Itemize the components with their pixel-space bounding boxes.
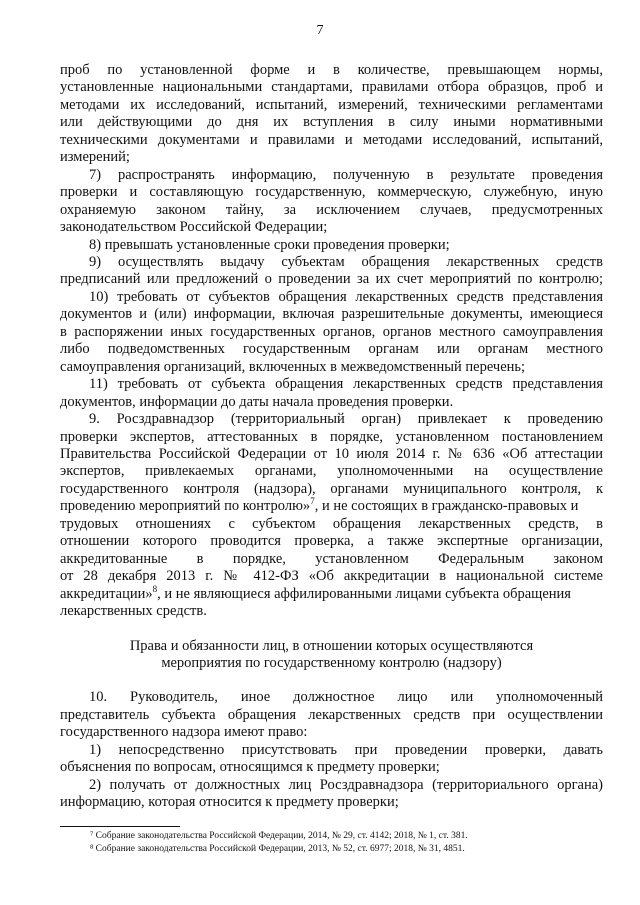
text-line: аккредитованные в порядке, установленном Федеральным законом [60,550,603,567]
text-line: 9) осуществлять выдачу субъектам обращения лекарственных средств [89,253,603,270]
spacer [60,621,603,638]
text-fragment: проведению мероприятий по контролю» [60,498,311,515]
text-line: или действующими до дня их вступления в силу иными нормативными [60,114,603,131]
text-fragment: , и не состоящих в гражданско-правовых и [314,498,579,515]
text-line: 7) распространять информацию, полученную в результате проведения [89,166,603,183]
text-line: Правительства Российской Федерации от 10 июля 2014 г. № 636 «Об аттестации [60,445,603,462]
text-line: измерений; [60,149,130,166]
text-line: информацию, которая относится к предмету проверки; [60,794,399,811]
text-line: 11) требовать от субъекта обращения лекарственных средств представления [89,376,603,393]
section-heading: мероприятия по государственному контролю (надзору) [161,654,502,671]
text-line: техническими документами и правилами и методами исследований, испытаний, [60,131,603,148]
text-line: методами их исследований, испытаний, измерений, техническими регламентами [60,96,603,113]
text-line: установленные национальными стандартами, правилами отбора образцов, проб и [60,79,603,96]
text-fragment: аккредитации» [60,585,153,602]
footnote-ref: 7 [310,496,315,507]
text-line: лекарственных средств. [60,603,207,620]
text-line: проб по установленной форме и в количестве, превышающем нормы, [60,62,603,78]
text-line: документов, информации до даты начала проведения проверки. [60,393,454,410]
text-line: трудовых отношениях с субъектом обращения лекарственных средств, в [60,515,603,532]
page-number: 7 [316,23,324,38]
footnotes [60,826,603,856]
text-line: экспертов, привлекаемых органами, уполномоченными на осуществление [60,463,603,480]
section-heading: Права и обязанности лиц, в отношении которых осуществляются [129,637,534,654]
text-line: либо подведомственных государственным органам или органам местного [60,341,603,358]
text-line: в распоряжении иных государственных органов, органов местного самоуправления [60,323,603,340]
body-text [60,62,603,812]
spacer [60,672,603,689]
text-line: документов и (или) информации, включая разрешительные документы, имеющиеся [60,306,603,323]
text-line: объяснения по вопросам, относящимся к предмету проверки; [60,759,440,776]
text-line: 2) получать от должностных лиц Росздравнадзора (территориального органа) [89,776,603,793]
text-line: проверки экспертов, аттестованных в порядке, установленном постановлением [60,428,603,445]
text-line [60,583,603,603]
text-line: законодательством Российской Федерации; [60,219,328,236]
text-line: предписаний или предложений о проведении за их счет мероприятий по контролю; [60,271,603,288]
footnote-divider [60,826,180,827]
text-line [60,498,603,515]
text-line: 8) превышать установленные сроки проведения проверки; [89,236,450,253]
text-line: 10) требовать от субъектов обращения лекарственных средств представления [89,288,603,305]
footnote: ⁷ Собрание законодательства Российской Федерации, 2014, № 29, ст. 4142; 2018, № 1, ст. 381. [90,831,468,841]
text-line: 9. Росздравнадзор (территориальный орган) привлекает к проведению [89,411,603,428]
footnote-ref: 8 [152,583,158,594]
text-line: 1) непосредственно присутствовать при проведении проверки, давать [89,741,603,758]
text-line: представитель субъекта обращения лекарственных средств при осуществлении [60,706,603,723]
text-line: самоуправления организаций, включенных в межведомственный перечень; [60,358,526,375]
text-line: государственного контроля (надзора), органами муниципального контроля, к [60,480,603,497]
text-line: от 28 декабря 2013 г. № 412-ФЗ «Об аккредитации в национальной системе [60,568,603,585]
text-fragment: , и не являющиеся аффилированными лицами субъекта обращения [157,585,571,602]
text-line: 10. Руководитель, иное должностное лицо или уполномоченный [89,689,603,706]
text-line: охраняемую законом тайну, за исключением случаев, предусмотренных [60,201,603,218]
footnote: ⁸ Собрание законодательства Российской Федерации, 2013, № 52, ст. 6977; 2018, № 31, 4851. [90,844,465,854]
text-line: проверки и составляющую государственную, коммерческую, служебную, иную [60,184,603,201]
text-line: отношении которого проводится проверка, а также экспертные организации, [60,533,603,550]
text-line: государственного надзора имеют право: [60,724,308,741]
